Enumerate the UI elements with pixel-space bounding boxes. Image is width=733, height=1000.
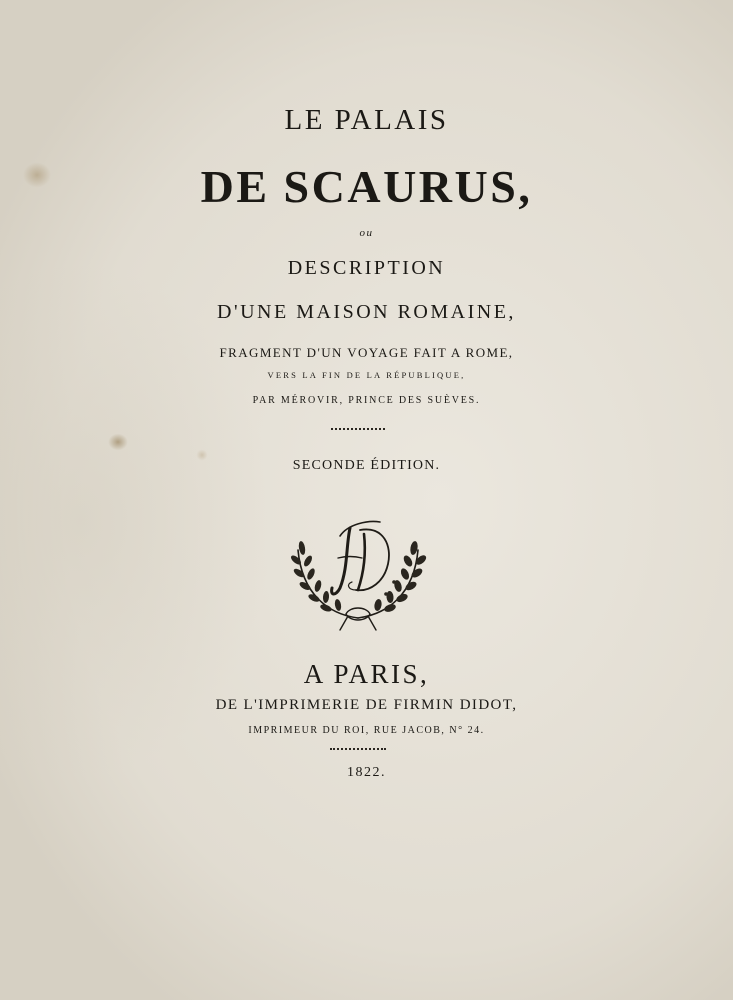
title-line-ou: ou — [359, 227, 374, 239]
wreath-monogram-icon — [288, 506, 428, 634]
ornamental-rule — [331, 428, 385, 434]
place-line: A PARIS, — [303, 659, 430, 689]
title-line-de-scaurus: DE SCAURUS, — [200, 161, 533, 212]
subtitle-fragment: FRAGMENT D'UN VOYAGE FAIT A ROME, — [219, 345, 514, 360]
title-line-le-palais: LE PALAIS — [284, 104, 449, 136]
edition-line: SECONDE ÉDITION. — [292, 458, 441, 473]
title-line-maison-romaine: D'UNE MAISON ROMAINE, — [217, 301, 516, 323]
title-line-description: DESCRIPTION — [287, 257, 446, 279]
author-line: PAR MÉROVIR, PRINCE DES SUÈVES. — [252, 395, 481, 406]
printer-detail-line: IMPRIMEUR DU ROI, RUE JACOB, N° 24. — [248, 725, 485, 736]
printer-line: DE L'IMPRIMERIE DE FIRMIN DIDOT, — [215, 697, 518, 713]
ornamental-rule-lower — [330, 748, 386, 754]
subtitle-republique: VERS LA FIN DE LA RÉPUBLIQUE, — [267, 370, 466, 380]
year-line: 1822. — [347, 765, 386, 780]
